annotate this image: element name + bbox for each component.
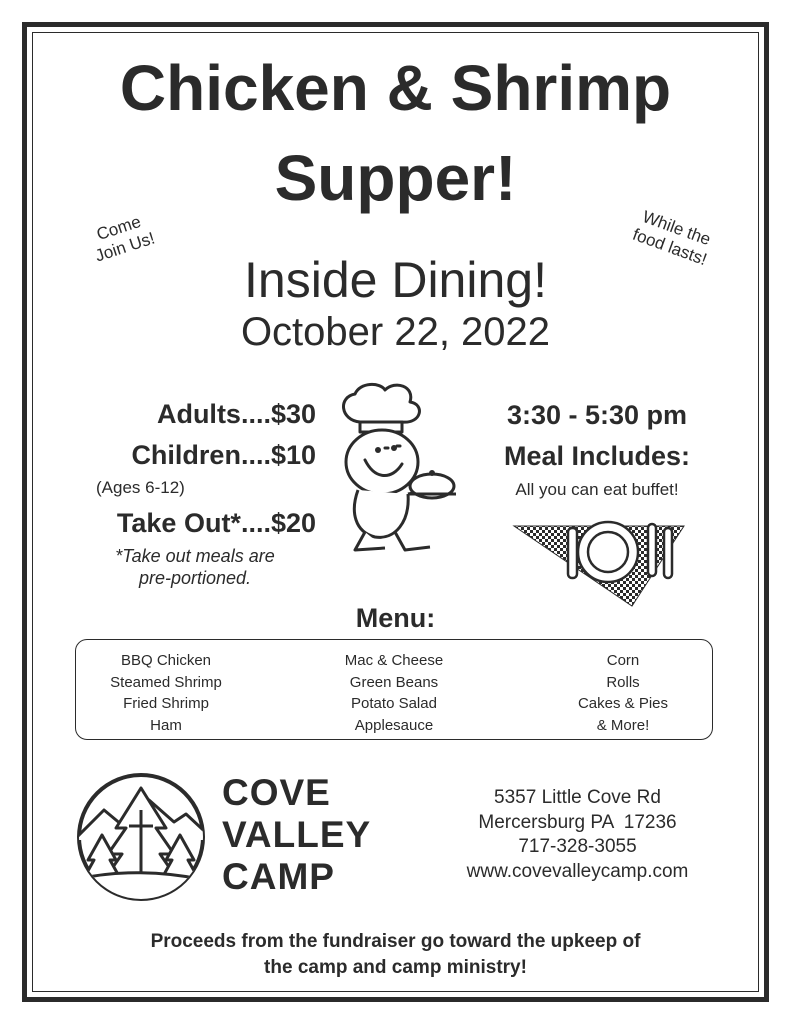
chef-illustration xyxy=(330,382,460,557)
place-setting-icon xyxy=(512,518,690,608)
title-line-2: Supper! xyxy=(274,142,517,214)
takeout-price: Take Out*....$20 xyxy=(116,508,316,538)
website-link[interactable]: www.covevalleycamp.com xyxy=(466,860,689,882)
buffet-text: All you can eat buffet! xyxy=(515,480,679,499)
camp-contact xyxy=(440,786,715,884)
menu-item: Applesauce xyxy=(354,716,434,734)
children-ages: (Ages 6-12) xyxy=(96,478,185,497)
camp-name-line-2: VALLEY xyxy=(222,814,372,855)
title-line-1: Chicken & Shrimp xyxy=(119,52,672,124)
menu-item: Steamed Shrimp xyxy=(110,673,222,691)
footer-line-2: the camp and camp ministry! xyxy=(264,957,527,978)
menu-column-2 xyxy=(314,650,474,736)
inside-dining-heading: Inside Dining! xyxy=(244,252,547,308)
camp-name-line-3: CAMP xyxy=(222,856,335,897)
menu-item: Corn xyxy=(606,652,640,669)
menu-item: Potato Salad xyxy=(351,695,437,712)
menu-column-1 xyxy=(86,650,246,736)
meal-includes-label: Meal Includes: xyxy=(503,441,691,471)
children-price: Children....$10 xyxy=(131,440,316,470)
menu-item: Rolls xyxy=(606,673,640,691)
event-date: October 22, 2022 xyxy=(240,310,551,354)
phone-number: 717-328-3055 xyxy=(518,836,637,857)
come-join-note: Come Join Us! xyxy=(92,211,158,266)
menu-item: Mac & Cheese xyxy=(344,652,444,669)
address-street: 5357 Little Cove Rd xyxy=(494,787,661,808)
footer-line-1: Proceeds from the fundraiser go toward the upkeep of xyxy=(150,931,641,952)
menu-item: Green Beans xyxy=(349,673,439,691)
menu-item: BBQ Chicken xyxy=(120,652,212,669)
menu-column-3 xyxy=(543,650,703,736)
camp-logo-icon xyxy=(74,770,208,904)
menu-item: & More! xyxy=(596,716,650,734)
menu-item: Fried Shrimp xyxy=(123,695,209,712)
address-city: Mercersburg PA 17236 xyxy=(478,811,677,833)
menu-item: Ham xyxy=(150,716,182,734)
event-time: 3:30 - 5:30 pm xyxy=(506,400,688,430)
menu-title: Menu: xyxy=(355,603,436,633)
food-lasts-note: While the food lasts! xyxy=(630,207,714,270)
menu-box xyxy=(75,639,713,740)
camp-name xyxy=(222,772,371,898)
takeout-note: *Take out meals are pre-portioned. xyxy=(115,546,275,588)
camp-name-line-1: COVE xyxy=(222,772,331,813)
footer-note xyxy=(60,929,731,981)
menu-item: Cakes & Pies xyxy=(577,695,669,712)
adults-price: Adults....$30 xyxy=(156,399,316,429)
